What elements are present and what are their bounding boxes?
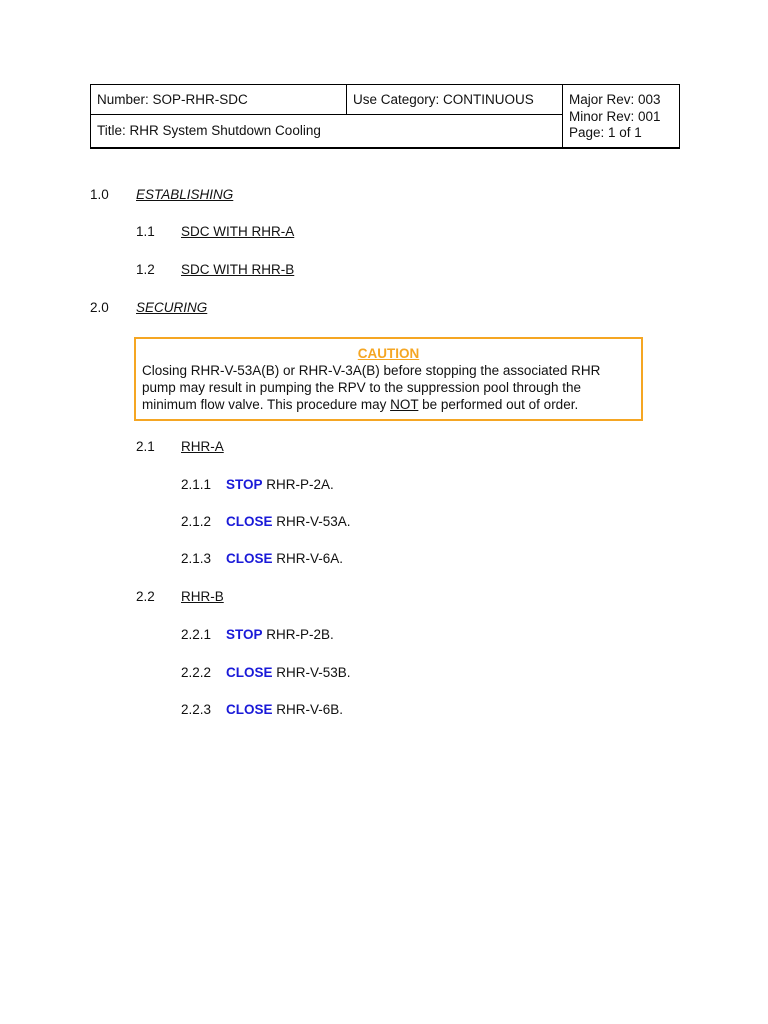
step-action: CLOSE: [226, 702, 273, 717]
step-number: 2.2.3: [181, 702, 212, 717]
subsection-title-rhr-a: RHR-A: [181, 439, 224, 454]
step-action: STOP: [226, 627, 263, 642]
step-item: [226, 477, 334, 493]
subsection-number: 2.2: [136, 589, 155, 604]
revision-block: [563, 85, 680, 149]
step-target: RHR-V-53B.: [272, 665, 351, 680]
procedure-title: Title: RHR System Shutdown Cooling: [91, 115, 563, 149]
step-item: [226, 665, 351, 681]
procedure-number: Number: SOP-RHR-SDC: [91, 85, 347, 115]
section-title-securing: SECURING: [136, 300, 208, 315]
caution-text-line: Closing RHR-V-53A(B) or RHR-V-3A(B) before stopping the associated RHR: [142, 363, 601, 378]
subsection-link-sdc-rhr-b[interactable]: SDC WITH RHR-B: [181, 262, 295, 277]
procedure-header-table: [90, 84, 680, 149]
minor-rev: Minor Rev: 001: [569, 108, 661, 124]
step-action: STOP: [226, 477, 263, 492]
caution-text: be performed out of order.: [418, 397, 579, 412]
step-target: RHR-V-6A.: [272, 551, 344, 566]
step-action: CLOSE: [226, 551, 273, 566]
step-number: 2.2.2: [181, 665, 212, 680]
major-rev: Major Rev: 003: [569, 92, 661, 107]
subsection-number: 1.2: [136, 262, 155, 277]
step-number: 2.1.3: [181, 551, 212, 566]
section-number: 2.0: [90, 300, 109, 315]
subsection-title-rhr-b: RHR-B: [181, 589, 224, 604]
caution-text-line: pump may result in pumping the RPV to the suppression pool through the: [142, 380, 582, 395]
step-item: [226, 627, 334, 643]
step-action: CLOSE: [226, 665, 273, 680]
step-item: [226, 702, 343, 718]
caution-emphasis-not: NOT: [390, 397, 419, 412]
step-item: [226, 514, 351, 530]
step-number: 2.1.2: [181, 514, 212, 529]
step-action: CLOSE: [226, 514, 273, 529]
caution-text-line: [142, 396, 635, 413]
page-number: Page: 1 of 1: [569, 125, 642, 140]
step-number: 2.1.1: [181, 477, 212, 492]
step-target: RHR-V-53A.: [272, 514, 351, 529]
step-item: [226, 551, 343, 567]
subsection-link-sdc-rhr-a[interactable]: SDC WITH RHR-A: [181, 224, 295, 239]
use-category: Use Category: CONTINUOUS: [347, 85, 563, 115]
subsection-number: 1.1: [136, 224, 155, 239]
caution-title: CAUTION: [357, 346, 420, 361]
caution-box: [134, 337, 643, 421]
step-number: 2.2.1: [181, 627, 212, 642]
subsection-number: 2.1: [136, 439, 155, 454]
section-title-establishing: ESTABLISHING: [136, 187, 234, 202]
caution-text: minimum flow valve. This procedure may: [142, 397, 391, 412]
step-target: RHR-P-2B.: [262, 627, 334, 642]
step-target: RHR-P-2A.: [262, 477, 334, 492]
step-target: RHR-V-6B.: [272, 702, 344, 717]
section-number: 1.0: [90, 187, 109, 202]
